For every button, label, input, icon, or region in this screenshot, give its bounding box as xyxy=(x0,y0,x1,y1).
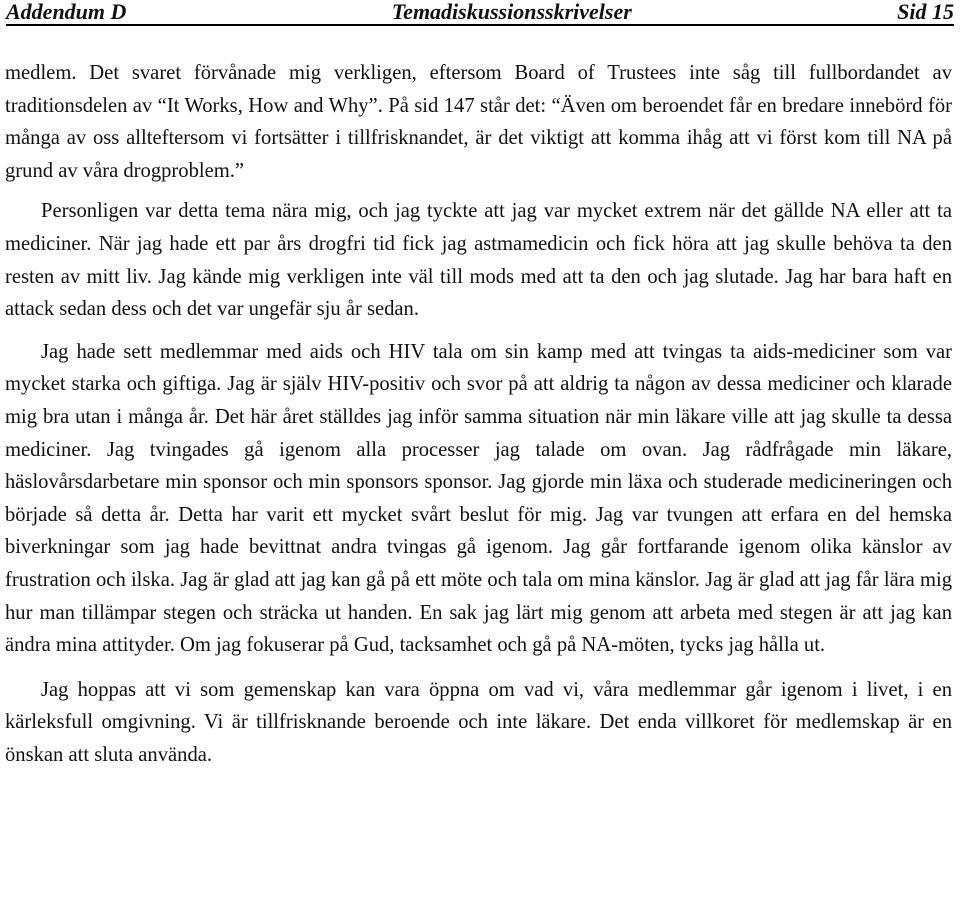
header-section-label: Addendum D xyxy=(6,0,127,24)
header-document-title: Temadiskussionsskrivelser xyxy=(391,0,632,24)
header-page-number: Sid 15 xyxy=(897,0,954,24)
page-header xyxy=(6,0,954,26)
paragraph-continued: medlem. Det svaret förvånade mig verkligen, eftersom Board of Trustees inte såg till fullbordandet av traditionsdelen av “It Works, How and Why”. På sid 147 står det: “Även om beroendet får en bredare innebörd för många av oss allteftersom vi fortsätter i tillfrisknandet, är det viktigt att komma ihåg att vi först kom till NA på grund av våra drogproblem.” xyxy=(5,62,952,182)
paragraph-closing: Jag hoppas att vi som gemenskap kan vara öppna om vad vi, våra medlemmar går igenom i livet, i en kärleksfull omgivning. Vi är tillfrisknande beroende och inte läkare. Det enda villkoret för medlemskap är en önskan att sluta använda. xyxy=(5,678,952,766)
paragraph-personal-experience: Personligen var detta tema nära mig, och jag tyckte att jag var mycket extrem när det gällde NA eller att ta mediciner. När jag hade ett par års drogfri tid fick jag astmamedicin och fick höra att jag skulle behöva ta den resten av mitt liv. Jag kände mig verkligen inte väl till mods med att ta den och jag slutade. Jag har bara haft en attack sedan dess och det var ungefär sju år sedan. xyxy=(5,200,952,321)
paragraph-hiv-medication: Jag hade sett medlemmar med aids och HIV tala om sin kamp med att tvingas ta aids-mediciner som var mycket starka och giftiga. Jag är själv HIV-positiv och svor på att aldrig ta någon av dessa mediciner och klarade mig bra utan i många år. Det här året ställdes jag inför samma situation när min läkare ville att jag skulle ta dessa mediciner. Jag tvingades gå igenom alla processer jag talade om ovan. Jag rådfrågade min läkare, häslovårsdarbetare min sponsor och min sponsors sponsor. Jag gjorde min läxa och studerade medicineringen och började så detta år. Detta har varit ett mycket svårt beslut för mig. Jag var tvungen att erfara en del hemska biverkningar som jag hade bevittnat andra tvingas gå igenom. Jag går fortfarande igenom olika känslor av frustration och ilska. Jag är glad att jag kan gå på ett möte och tala om mina känslor. Jag är glad att jag får lära mig hur man tillämpar stegen och sträcka ut handen. En sak jag lärt mig genom att arbeta med stegen är att jag kan ändra mina attityder. Om jag fokuserar på Gud, tacksamhet och gå på NA-möten, tycks jag hålla ut. xyxy=(5,340,952,657)
document-body xyxy=(5,57,952,771)
